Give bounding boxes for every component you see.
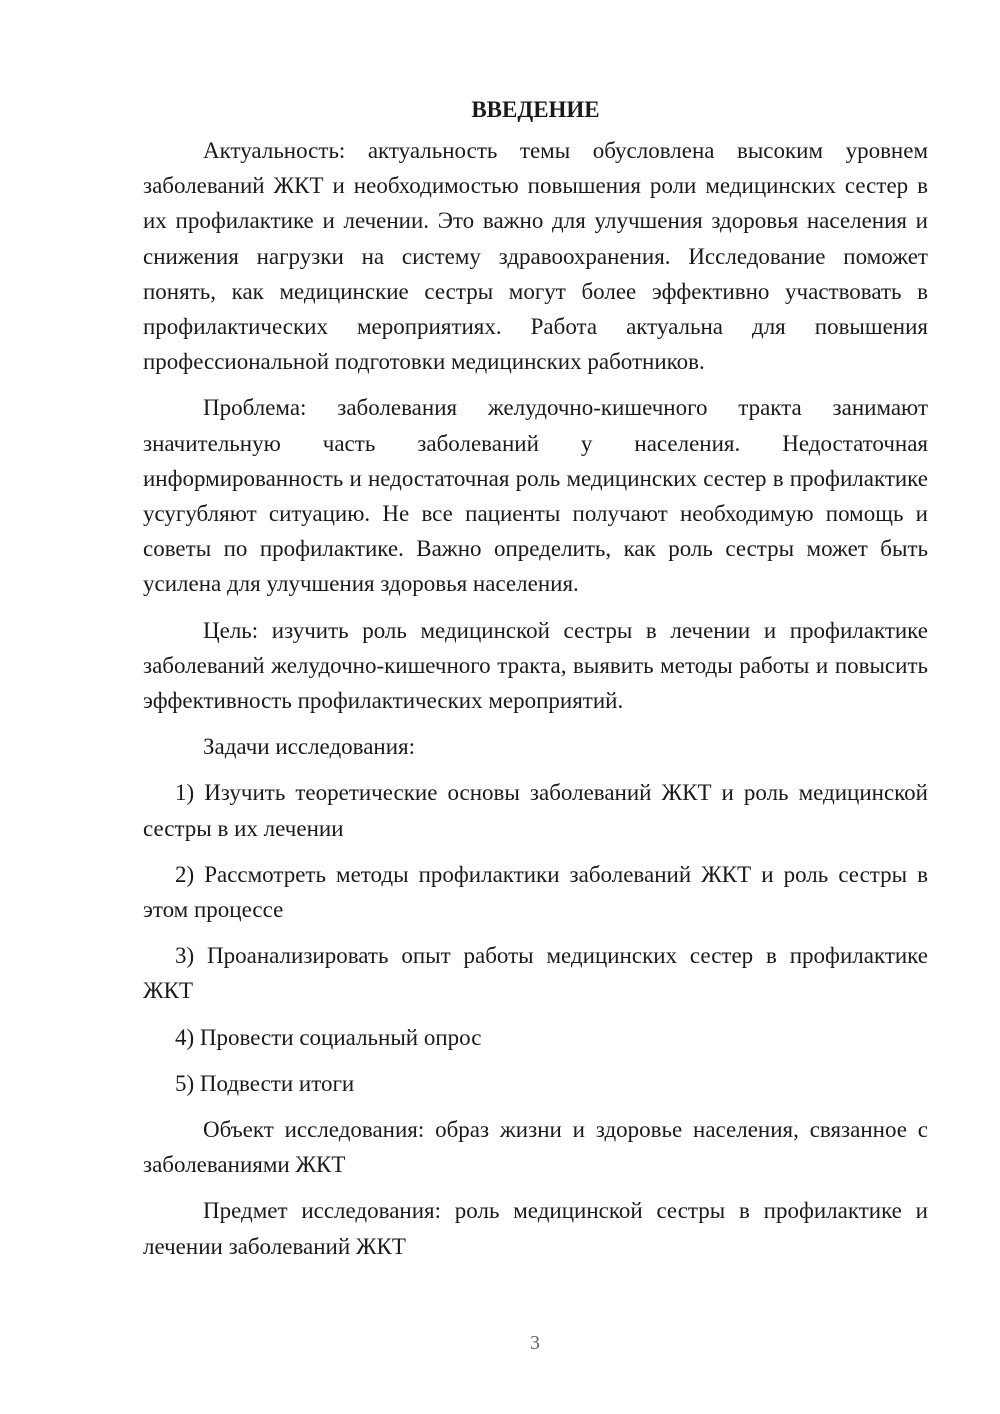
relevance-paragraph: Актуальность: актуальность темы обусловлена высоким уровнем заболеваний ЖКТ и необходимостью повышения роли медицинских сестер в их профилактике и лечении. Это важно для улучшения здоровья населения и снижения нагрузки на систему здравоохранения. Исследование поможет понять, как медицинские сестры могут более эффективно участвовать в профилактических мероприятиях. Работа актуальна для повышения профессиональной подготовки медицинских работников.: [143, 138, 928, 375]
object-paragraph: Объект исследования: образ жизни и здоровье населения, связанное с заболеваниями ЖКТ: [143, 1117, 928, 1178]
goal-paragraph: Цель: изучить роль медицинской сестры в лечении и профилактике заболеваний желудочно-кишечного тракта, выявить методы работы и повысить эффективность профилактических мероприятий.: [143, 617, 928, 714]
task-item-1: 1) Изучить теоретические основы заболеваний ЖКТ и роль медицинской сестры в их лечении: [143, 780, 928, 841]
task-item-3: 3) Проанализировать опыт работы медицинских сестер в профилактике ЖКТ: [143, 943, 928, 1004]
task-item-5: 5) Подвести итоги: [175, 1070, 355, 1096]
tasks-heading: Задачи исследования:: [203, 734, 416, 760]
problem-paragraph: Проблема: заболевания желудочно-кишечного тракта занимают значительную часть заболеваний у населения. Недостаточная информированность и недостаточная роль медицинских сестер в профилактике усугубляют ситуацию. Не все пациенты получают необходимую помощь и советы по профилактике. Важно определить, как роль сестры может быть усилена для улучшения здоровья населения.: [143, 395, 928, 597]
subject-paragraph: Предмет исследования: роль медицинской сестры в профилактике и лечении заболеваний ЖКТ: [143, 1198, 928, 1259]
section-title: ВВЕДЕНИЕ: [471, 97, 600, 122]
task-item-4: 4) Провести социальный опрос: [175, 1024, 482, 1050]
task-item-2: 2) Рассмотреть методы профилактики заболеваний ЖКТ и роль сестры в этом процессе: [143, 861, 928, 923]
document-page: [143, 92, 928, 1264]
page-number: 3: [530, 1332, 540, 1354]
